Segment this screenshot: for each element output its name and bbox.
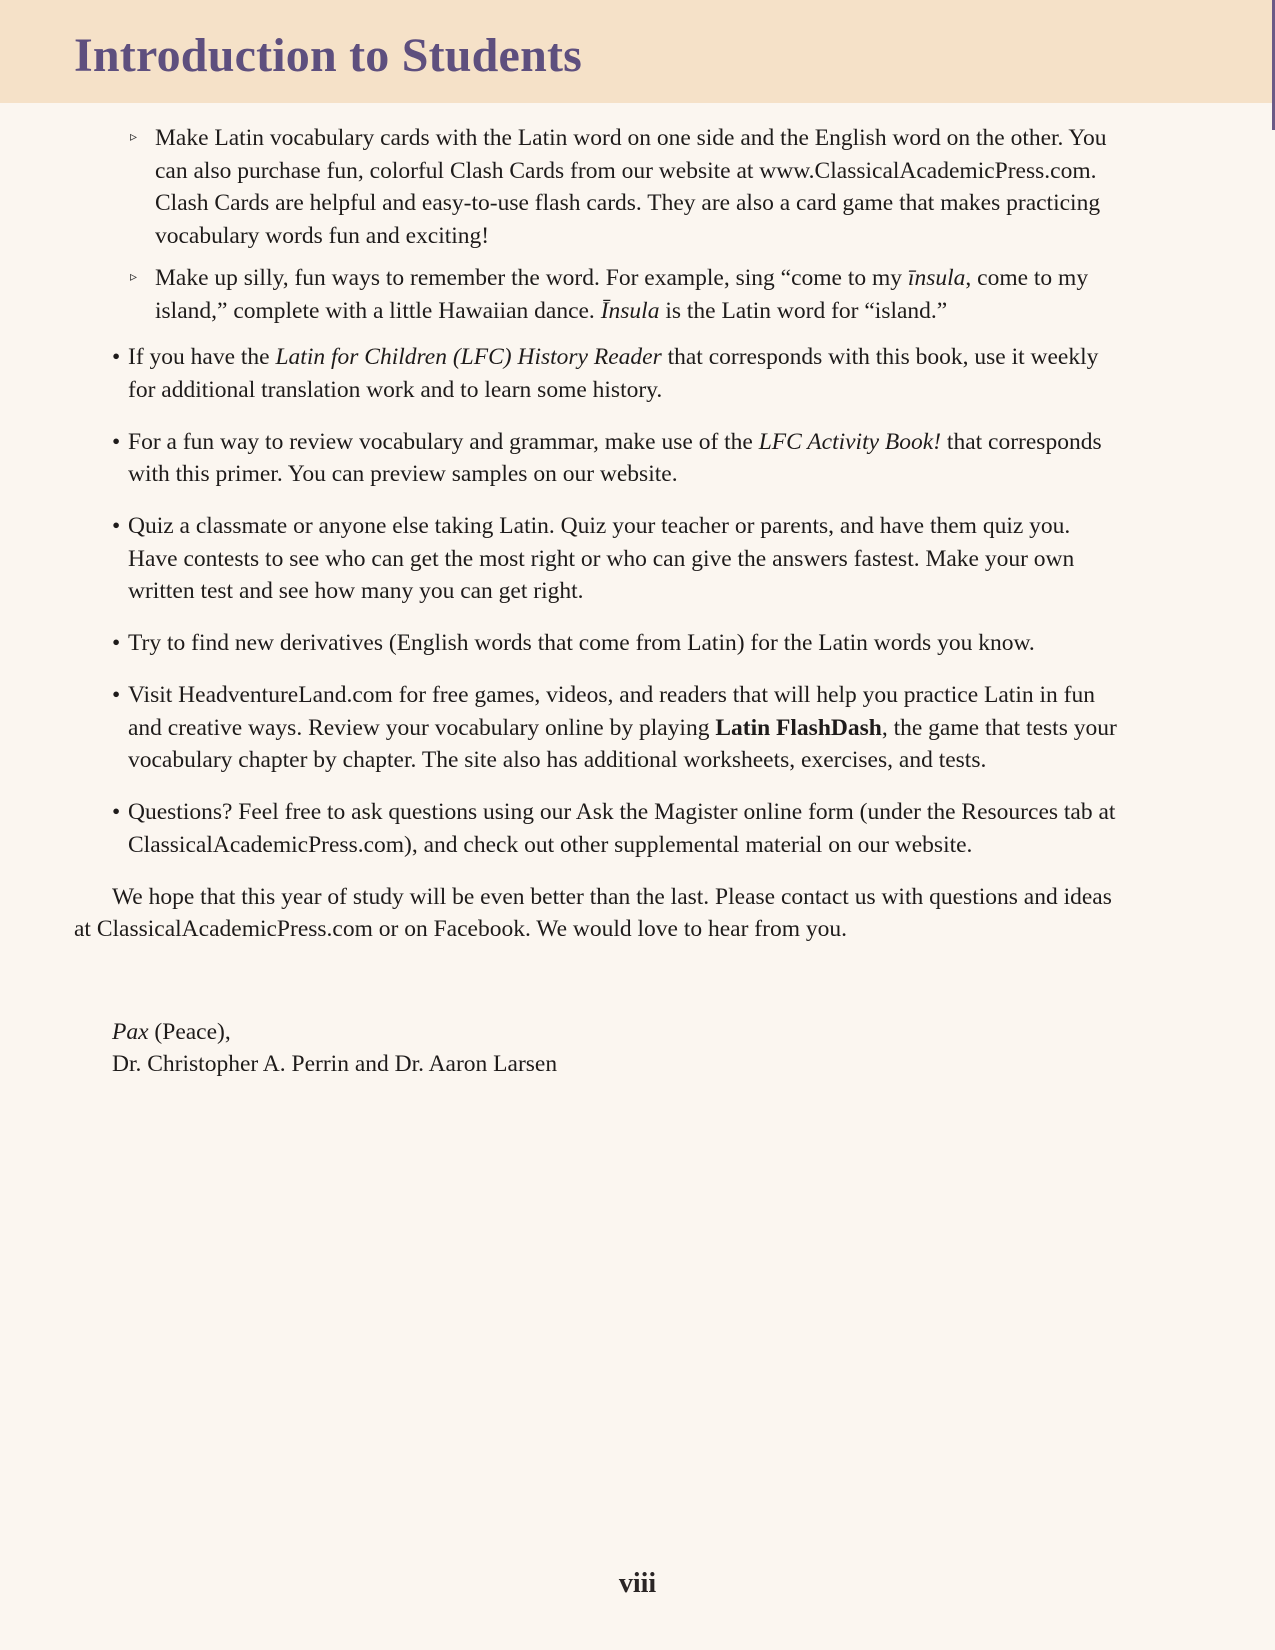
bullet-text: that corresponds with this primer. You can preview samples on our website. (128, 428, 1102, 487)
bullet-item (74, 510, 1124, 608)
bullet-text: Quiz a classmate or anyone else taking Latin. Quiz your teacher or parents, and have them quiz you. Have contests to see who can get the most right or who can give the answers fastest. Make your own written test and see how many you can get right. (128, 513, 1075, 604)
bullet-item (74, 796, 1124, 861)
salutation-translation: (Peace), (148, 1018, 231, 1045)
author-names: Dr. Christopher A. Perrin and Dr. Aaron Larsen (112, 1051, 558, 1077)
bullet-text: Questions? Feel free to ask questions using our Ask the Magister online form (under the Resources tab at ClassicalAcademicPress.com), and check out other supplemental material on our website. (128, 799, 1116, 858)
bullet-item (74, 627, 1124, 660)
latin-word: īnsula (907, 265, 966, 291)
book-title: Latin for Children (LFC) History Reader (275, 344, 662, 370)
sub-bullet-text: Make Latin vocabulary cards with the Latin word on one side and the English word on the other. You can also purchase fun, colorful Clash Cards from our website at www.ClassicalAcademicPress.com. Clash Cards are helpful and easy-to-use flash cards. They are also a card game that makes practicing vocabulary words fun and exciting! (155, 125, 1107, 249)
game-name: Latin FlashDash (715, 714, 882, 741)
sub-bullet-item (74, 122, 1124, 252)
page-number: viii (618, 1568, 657, 1599)
salutation-latin: Pax (112, 1018, 149, 1045)
bullet-text: that corresponds with this book, use it weekly for additional translation work and to learn some history. (128, 344, 1099, 403)
sub-bullet-text: , come to my island,” complete with a little Hawaiian dance. (155, 265, 1089, 324)
bullet-item (74, 341, 1124, 406)
bullet-list (74, 341, 1124, 861)
bullet-dot-icon: • (112, 682, 121, 708)
sub-bullet-list (74, 122, 1124, 327)
signoff (74, 1016, 1124, 1081)
bullet-item (74, 426, 1124, 491)
book-title: LFC Activity Book! (758, 428, 942, 455)
sub-bullet-text: Make up silly, fun ways to remember the word. For example, sing “come to my (155, 265, 908, 291)
bullet-dot-icon: • (112, 428, 121, 455)
closing-paragraph: We hope that this year of study will be even better than the last. Please contact us with questions and ideas at ClassicalAcademicPress.com or on Facebook. We would love to hear from you. (74, 883, 1112, 942)
bullet-text: Try to find new derivatives (English words that come from Latin) for the Latin words you know. (128, 630, 1035, 656)
page-title: Introduction to Students (74, 29, 583, 82)
sub-bullet-item (74, 262, 1124, 327)
bullet-text: For a fun way to review vocabulary and grammar, make use of the (128, 428, 759, 455)
sub-bullet-text: is the Latin word for “island.” (659, 297, 948, 324)
bullet-dot-icon: • (112, 513, 121, 539)
salutation (112, 1016, 1124, 1049)
bullet-dot-icon: • (112, 344, 121, 370)
bullet-text: If you have the (128, 344, 276, 370)
triangle-bullet-icon: ▹ (130, 270, 138, 285)
triangle-bullet-icon: ▹ (130, 130, 138, 145)
bullet-text: Visit HeadventureLand.com for free games, videos, and readers that will help you practice Latin in fun and creative ways. Review your vocabulary online by playing (128, 682, 1095, 741)
bullet-text: , the game that tests your vocabulary chapter by chapter. The site also has additional worksheets, exercises, and tests. (128, 714, 1117, 773)
body-content (74, 122, 1124, 1081)
bullet-dot-icon: • (112, 630, 121, 656)
bullet-dot-icon: • (112, 799, 121, 825)
bullet-item (74, 679, 1124, 777)
latin-word: Īnsula (600, 297, 660, 324)
